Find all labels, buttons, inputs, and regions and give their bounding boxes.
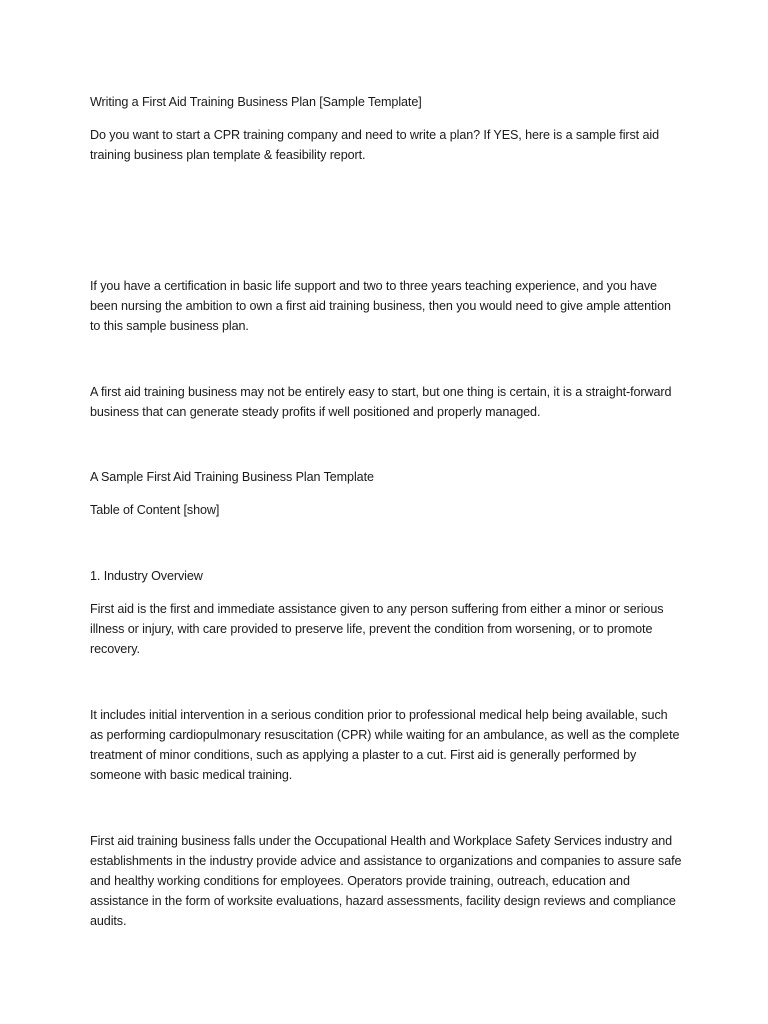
table-of-content-toggle[interactable]: Table of Content [show] bbox=[90, 503, 220, 517]
industry-paragraph: First aid training business falls under the Occupational Health and Workplace Safety Services industry and establishments in the industry provide advice and assistance to organizations and companies to assure safe and healthy working conditions for employees. Operators provide training, outreach, education and assistance in the form of worksite evaluations, hazard assessments, facility design reviews and compliance audits. bbox=[90, 834, 682, 928]
section-heading: A Sample First Aid Training Business Plan Template bbox=[90, 470, 374, 484]
first-aid-definition-paragraph: First aid is the first and immediate assistance given to any person suffering from either a minor or serious illness or injury, with care provided to preserve life, prevent the condition from worsening, or to promote recovery. bbox=[90, 602, 664, 656]
intervention-paragraph: It includes initial intervention in a serious condition prior to professional medical help being available, such as performing cardiopulmonary resuscitation (CPR) while waiting for an ambulance, as well as the complete treatment of minor conditions, such as applying a plaster to a cut. First aid is generally performed by someone with basic medical training. bbox=[90, 708, 680, 782]
intro-paragraph: Do you want to start a CPR training company and need to write a plan? If YES, here is a sample first aid training business plan template & feasibility report. bbox=[90, 128, 659, 162]
straightforward-paragraph: A first aid training business may not be entirely easy to start, but one thing is certain, it is a straight-forward business that can generate steady profits if well positioned and properly managed. bbox=[90, 385, 672, 419]
certification-paragraph: If you have a certification in basic life support and two to three years teaching experience, and you have been nursing the ambition to own a first aid training business, then you would need to give ample attention to this sample business plan. bbox=[90, 279, 671, 333]
industry-overview-heading: 1. Industry Overview bbox=[90, 569, 203, 583]
document-title: Writing a First Aid Training Business Plan [Sample Template] bbox=[90, 95, 422, 109]
